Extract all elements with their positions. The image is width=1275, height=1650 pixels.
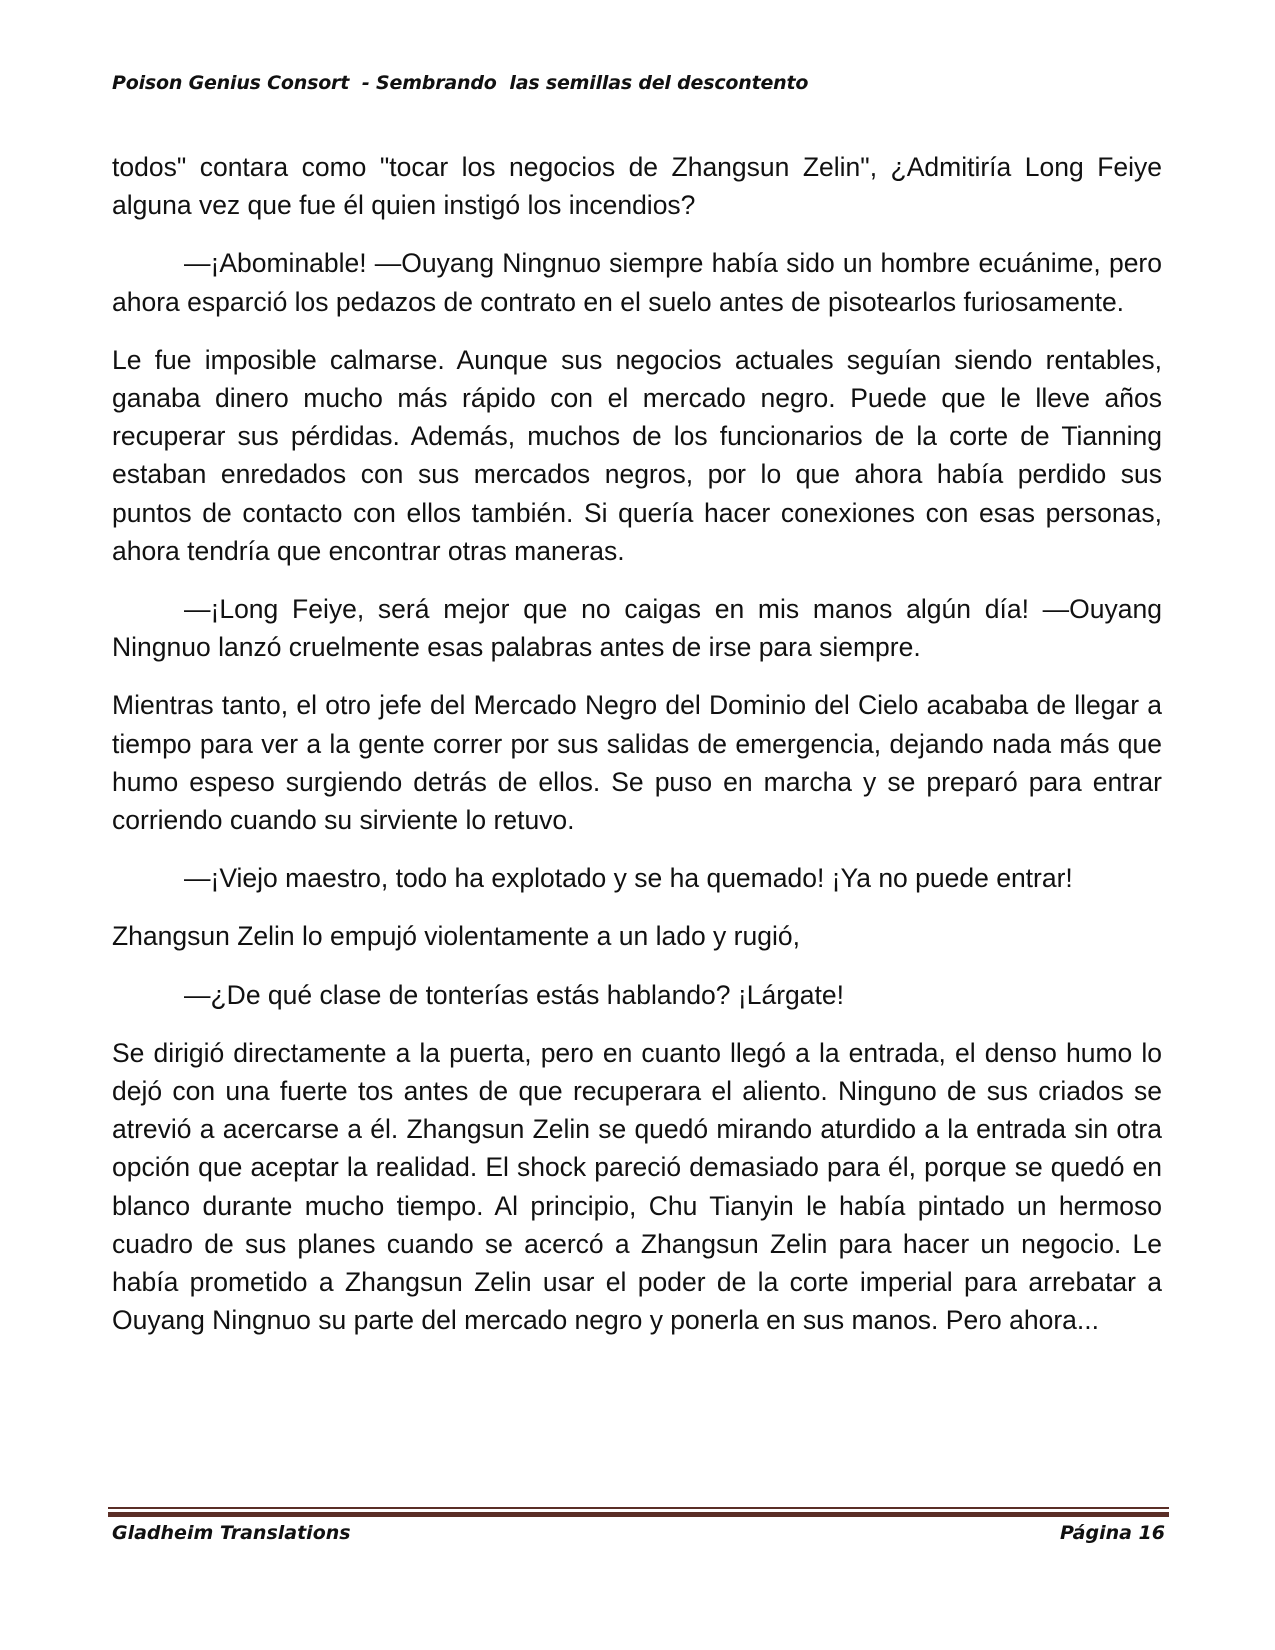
paragraph: Zhangsun Zelin lo empujó violentamente a un lado y rugió,	[112, 921, 800, 952]
paragraph: Mientras tanto, el otro jefe del Mercado Negro del Dominio del Cielo acababa de llegar a tiempo para ver a la gente correr por sus salidas de emergencia, dejando nada más que humo espeso surgiendo detrás de ellos. Se puso en marcha y se preparó para entrar corriendo cuando su sirviente lo retuvo.	[112, 690, 1162, 836]
footer-divider-thin-line	[108, 1507, 1169, 1509]
dialogue-paragraph: —¿De qué clase de tonterías estás hablando? ¡Lárgate!	[184, 979, 844, 1010]
page-header-title: Poison Genius Consort - Sembrando las semillas del descontento	[112, 72, 809, 94]
footer-page-number: Página 16	[1059, 1522, 1165, 1544]
dialogue-paragraph: —¡Long Feiye, será mejor que no caigas en mis manos algún día! —Ouyang Ningnuo lanzó cruelmente esas palabras antes de irse para siempre.	[112, 594, 1162, 663]
paragraph: Se dirigió directamente a la puerta, pero en cuanto llegó a la entrada, el denso humo lo dejó con una fuerte tos antes de que recuperara el aliento. Ninguno de sus criados se atrevió a acercarse a él. Zhangsun Zelin se quedó mirando aturdido a la entrada sin otra opción que aceptar la realidad. El shock pareció demasiado para él, porque se quedó en blanco durante mucho tiempo. Al principio, Chu Tianyin le había pintado un hermoso cuadro de sus planes cuando se acercó a Zhangsun Zelin para hacer un negocio. Le había prometido a Zhangsun Zelin usar el poder de la corte imperial para arrebatar a Ouyang Ningnuo su parte del mercado negro y ponerla en sus manos. Pero ahora...	[112, 1037, 1162, 1336]
dialogue-paragraph: —¡Viejo maestro, todo ha explotado y se ha quemado! ¡Ya no puede entrar!	[184, 863, 1073, 894]
footer-divider-thick-line	[108, 1512, 1169, 1517]
footer-publisher: Gladheim Translations	[112, 1522, 351, 1544]
dialogue-paragraph: —¡Abominable! —Ouyang Ningnuo siempre había sido un hombre ecuánime, pero ahora esparció los pedazos de contrato en el suelo antes de pisotearlos furiosamente.	[112, 248, 1162, 317]
paragraph: todos" contara como "tocar los negocios de Zhangsun Zelin", ¿Admitiría Long Feiye alguna vez que fue él quien instigó los incendios?	[112, 152, 1162, 221]
paragraph: Le fue imposible calmarse. Aunque sus negocios actuales seguían siendo rentables, ganaba dinero mucho más rápido con el mercado negro. Puede que le lleve años recuperar sus pérdidas. Además, muchos de los funcionarios de la corte de Tianning estaban enredados con sus mercados negros, por lo que ahora había perdido sus puntos de contacto con ellos también. Si quería hacer conexiones con esas personas, ahora tendría que encontrar otras maneras.	[112, 344, 1162, 566]
document-body	[112, 148, 1162, 1359]
footer-divider	[108, 1507, 1169, 1517]
